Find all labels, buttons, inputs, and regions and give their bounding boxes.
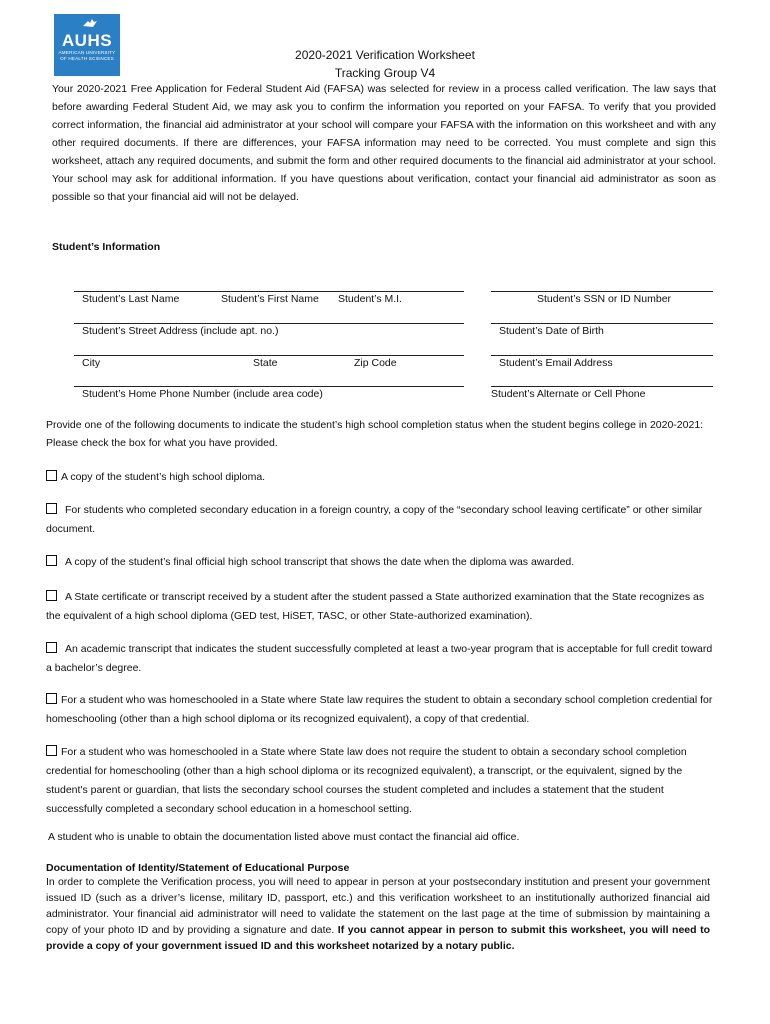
option-text: A State certificate or transcript received by a student after the student passed a State authorized examination that the State recognizes as the equivalent of a high school diploma (GED test, HiSET, TASC, or other State-authorized examination). — [46, 591, 705, 622]
city-label: City — [82, 357, 101, 369]
state-label: State — [253, 357, 278, 369]
foreign-certificate-checkbox[interactable] — [46, 503, 57, 514]
option-text: A copy of the student’s final official high school transcript that shows the date when the diploma was awarded. — [65, 556, 575, 568]
email-label: Student’s Email Address — [499, 357, 613, 369]
option-diploma — [46, 468, 718, 487]
eagle-icon — [82, 18, 98, 28]
option-text: For a student who was homeschooled in a State where State law requires the student to obtain a secondary school completion credential for homeschooling (other than a high school diploma or its recognized equivalent), a copy of that credential. — [46, 694, 713, 725]
mi-label: Student’s M.I. — [338, 293, 403, 305]
street-label: Student’s Street Address (include apt. no.) — [82, 325, 279, 337]
state-certificate-checkbox[interactable] — [46, 590, 57, 601]
option-text: For students who completed secondary education in a foreign country, a copy of the “secondary school leaving certificate” or other similar document. — [46, 504, 703, 535]
option-text: For a student who was homeschooled in a State where State law does not require the student to obtain a secondary school completion credential for homeschooling (other than a high school diploma or its recognized equivalent), a transcript, or the equivalent, signed by the student's parent or guardian, that lists the secondary school courses the student completed and includes a statement that the student successfully completed a secondary school education in a homeschool setting. — [46, 746, 687, 815]
diploma-checkbox[interactable] — [46, 470, 57, 481]
logo-text: AUHS — [61, 31, 113, 50]
ssn-line[interactable] — [491, 291, 713, 292]
identity-body: In order to complete the Verification process, you will need to appear in person at your postsecondary institution and present your government issued ID (such as a driver’s license, military ID, passport, etc.) and this verification worksheet to an institutionally authorized financial aid administrator. Your financial aid administrator will need to validate the statement on the last page at the time of submission by maintaining a copy of your photo ID and by providing a signature and date. — [46, 876, 710, 936]
alt-phone-label: Student’s Alternate or Cell Phone — [491, 388, 646, 400]
name-line[interactable] — [74, 291, 464, 292]
ssn-label: Student’s SSN or ID Number — [537, 293, 672, 305]
identity-bold-notice: If you cannot appear in person to submit this worksheet, you will need to provide a copy of your government issued ID and this worksheet notarized by a notary public. — [46, 924, 710, 952]
option-homeschool-transcript — [46, 743, 722, 819]
homeschool-transcript-checkbox[interactable] — [46, 745, 57, 756]
option-text: A copy of the student’s high school diploma. — [61, 471, 266, 483]
zip-label: Zip Code — [354, 357, 397, 369]
email-line[interactable] — [491, 355, 713, 356]
dob-line[interactable] — [491, 323, 713, 324]
logo-subtitle-2: OF HEALTH SCIENCES — [60, 56, 114, 61]
documents-instructions: Provide one of the following documents to indicate the student’s high school completion status when the student begins college in 2020-2021: Please check the box for what you have provided. — [46, 419, 704, 449]
street-line[interactable] — [74, 323, 464, 324]
student-info-heading: Student’s Information — [52, 241, 161, 253]
option-transcript — [46, 553, 718, 572]
option-foreign-certificate — [46, 501, 718, 539]
option-academic-transcript — [46, 640, 718, 678]
option-homeschool-credential — [46, 691, 718, 729]
last-name-label: Student’s Last Name — [82, 293, 180, 305]
page-subtitle: Tracking Group V4 — [334, 66, 436, 80]
unable-note: A student who is unable to obtain the documentation listed above must contact the financial aid office. — [48, 831, 520, 843]
academic-transcript-checkbox[interactable] — [46, 642, 57, 653]
logo-subtitle-1: AMERICAN UNIVERSITY — [58, 50, 116, 55]
home-phone-label: Student’s Home Phone Number (include area code) — [82, 388, 323, 400]
intro-paragraph: Your 2020-2021 Free Application for Federal Student Aid (FAFSA) was selected for review in a process called verification. The law says that before awarding Federal Student Aid, we may ask you to confirm the information you reported on your FAFSA. To verify that you provided correct information, the financial aid administrator at your school will compare your FAFSA with the information on this worksheet and with any other required documents. If there are differences, your FAFSA information may need to be corrected. You must complete and sign this worksheet, attach any required documents, and submit the form and other required documents to the financial aid administrator at your school. Your school may ask for additional information. If you have questions about verification, contact your financial aid administrator as soon as possible so that your financial aid will not be delayed. — [52, 83, 716, 203]
option-state-certificate — [46, 588, 718, 626]
option-text: An academic transcript that indicates the student successfully completed at least a two-year program that is acceptable for full credit toward a bachelor’s degree. — [46, 643, 713, 674]
dob-label: Student’s Date of Birth — [499, 325, 604, 337]
alt-phone-line[interactable] — [491, 386, 713, 387]
homeschool-credential-checkbox[interactable] — [46, 693, 57, 704]
city-line[interactable] — [74, 355, 464, 356]
identity-paragraph — [46, 874, 710, 954]
page-title: 2020-2021 Verification Worksheet — [295, 48, 475, 62]
home-phone-line[interactable] — [74, 386, 464, 387]
first-name-label: Student’s First Name — [221, 293, 319, 305]
transcript-checkbox[interactable] — [46, 555, 57, 566]
identity-heading: Documentation of Identity/Statement of Educational Purpose — [46, 862, 350, 874]
